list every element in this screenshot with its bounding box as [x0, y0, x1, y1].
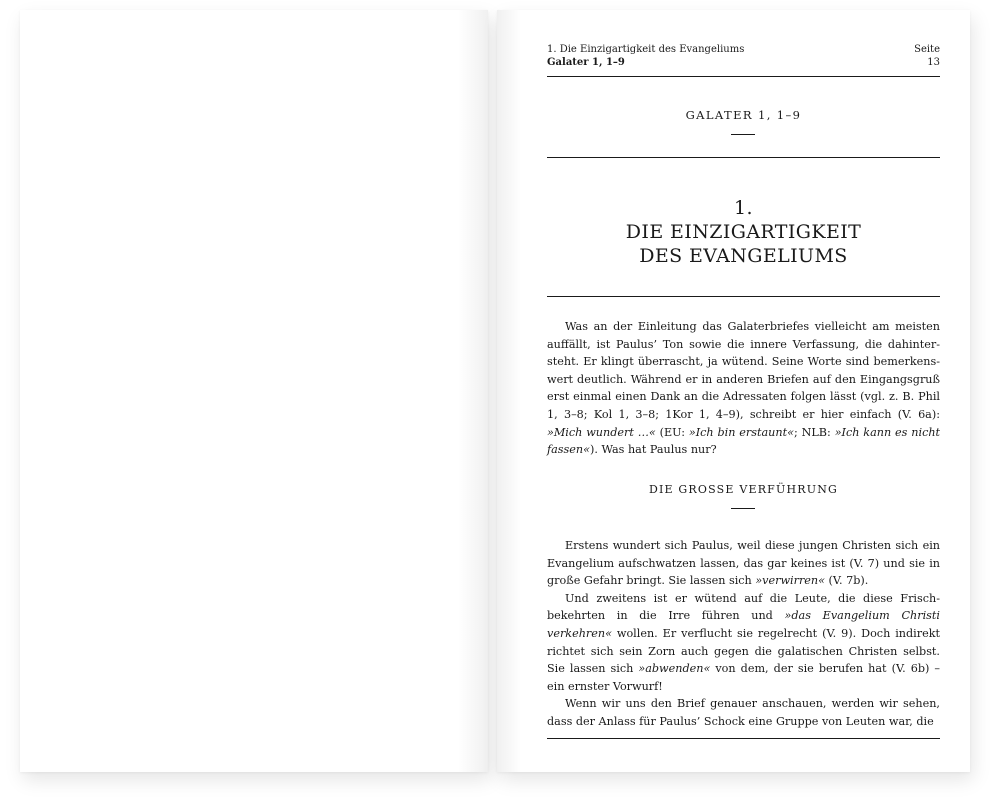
text-run: ; NLB:: [793, 425, 835, 439]
running-head-passage: Galater 1, 1–9: [547, 57, 625, 68]
left-gutter-shadow: [458, 10, 488, 772]
right-gutter-shadow: [497, 10, 521, 772]
text-run: (EU:: [655, 425, 689, 439]
subheading-dash: [731, 508, 755, 509]
title-bottom-rule: [547, 296, 940, 297]
title-top-rule: [547, 157, 940, 158]
quote-italic: »Ich kann es nicht fassen«: [547, 425, 941, 457]
text-run: ). Was hat Paulus nur?: [589, 443, 717, 457]
text-run: wollen. Er verflucht sie regelrecht (V. 9). Doch indirekt richtet sich sein Zorn auch gegen die galatischen Christen selbst. Sie lassen sich: [547, 626, 940, 676]
page-label: Seite: [914, 44, 940, 55]
subheading: DIE GROSSE VERFÜHRUNG: [648, 483, 839, 496]
text-run: von dem, der sie berufen hat (V. 6b) – ein ernster Vorwurf!: [547, 662, 940, 693]
paragraph: [547, 318, 940, 459]
paragraph: [547, 537, 940, 590]
section-label: GALATER 1, 1–9: [685, 108, 802, 122]
header-rule: [547, 76, 940, 77]
chapter-title-line-2: DES EVANGELIUMS: [639, 245, 848, 267]
quote-italic: »das Evangelium Christi verkehren«: [547, 609, 940, 640]
text-run: (V. 7b).: [824, 574, 869, 588]
quote-italic: »Ich bin erstaunt«: [688, 425, 794, 439]
right-page: [497, 10, 970, 772]
text-run: Erstens wundert sich Paulus, weil diese jungen Christen sich ein Evangelium aufschwatzen lassen, das gar keines ist (V. 7) und sie in große Gefahr bringt. Sie lassen sich: [547, 539, 940, 588]
paragraph: [547, 590, 940, 696]
running-head-left: [547, 43, 744, 69]
quote-italic: »verwirren«: [755, 574, 825, 588]
paragraph: [547, 695, 940, 730]
text-run: Und zweitens ist er wütend auf die Leute, die diese Frischbekehrten in die Irre führen und: [547, 591, 940, 623]
quote-italic: »Mich wundert …«: [547, 425, 656, 439]
page-number: 13: [927, 57, 940, 68]
intro-paragraph: [547, 318, 940, 459]
left-page-blank: [20, 10, 488, 772]
quote-italic: »abwenden«: [638, 662, 711, 676]
footer-rule: [547, 738, 940, 739]
section-label-dash: [731, 134, 755, 135]
chapter-title-line-1: DIE EINZIGARTIGKEIT: [625, 221, 862, 243]
chapter-number: 1.: [734, 197, 753, 219]
chapter-title: [547, 196, 940, 268]
text-run: Wenn wir uns den Brief genauer anschauen, werden wir sehen, dass der Anlass für Paulus’ Schock eine Gruppe von Leuten war, die: [547, 697, 940, 728]
running-head-chapter: 1. Die Einzigartigkeit des Evangeliums: [547, 44, 745, 55]
text-run: Was an der Einleitung das Galaterbriefes vielleicht am meisten auffällt, ist Paulus’ Ton sowie die innere Verfassung, die dahintersteht. Er klingt überrascht, ja wütend. Seine Worte sind bemerkenswert deutlich. Während er in anderen Briefen auf den Eingangsgruß erst einmal einen Dank an die Adressaten folgen lässt (vgl. z. B. Phil 1, 3–8; Kol 1, 3–8; 1Kor 1, 4–9), schreibt er hier einfach (V. 6a):: [547, 320, 940, 421]
running-head-right: [914, 43, 940, 69]
body-paragraphs: [547, 537, 940, 731]
